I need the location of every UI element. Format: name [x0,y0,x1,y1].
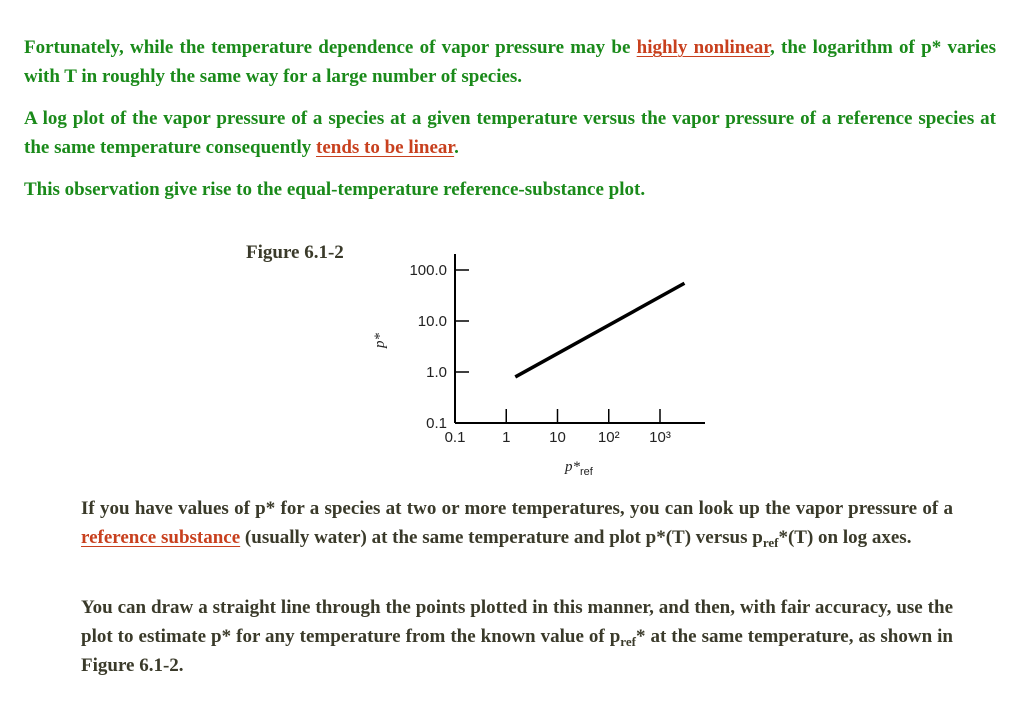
chart-ticks [409,262,670,446]
y-tick-label: 0.1 [426,415,447,432]
series-line [515,283,684,377]
y-tick-label: 100.0 [409,262,447,279]
paragraph-log-plot [24,104,996,162]
p5-text-after: * at the same temperature, as shown in Figure 6.1-2. [81,626,953,676]
y-tick-label: 1.0 [426,364,447,381]
p4-text-middle: (usually water) at the same temperature and plot p*(T) versus p [240,527,763,548]
p1-text-after: , the logarithm of p* varies with T in roughly the same way for a large number of species. [24,37,996,87]
log-log-chart [360,240,720,480]
x-tick-label: 10² [597,429,620,446]
p5-text-before: You can draw a straight line through the points plotted in this manner, and then, with fair accuracy, use the plot to estimate p* for any temperature from the known value of p [81,597,953,647]
p5-subscript-ref: ref [620,634,636,649]
x-tick-label: 0.1 [444,429,466,446]
p1-text-before: Fortunately, while the temperature dependence of vapor pressure may be [24,37,637,58]
p2-text-after: . [454,137,459,158]
link-highly-nonlinear[interactable]: highly nonlinear [636,37,770,58]
figure-caption: Figure 6.1-2 [246,242,344,263]
x-tick-label: 1 [502,429,511,446]
link-reference-substance[interactable]: reference substance [81,527,241,548]
x-tick-label: 10 [549,429,566,446]
x-axis-label-sub: ref [580,466,593,478]
paragraph-intro [24,33,996,91]
link-tends-to-be-linear[interactable]: tends to be linear [316,137,455,158]
paragraph-observation: This observation give rise to the equal-temperature reference-substance plot. [24,179,646,200]
chart-axes [455,254,705,423]
chart-series [515,283,684,377]
paragraph-reference-substance [81,494,953,552]
p4-subscript-ref: ref [762,535,779,550]
y-tick-label: 10.0 [417,313,447,330]
y-axis-label: p* [372,333,388,348]
p4-text-before: If you have values of p* for a species at two or more temperatures, you can look up the vapor pressure of a [81,498,953,519]
x-axis-label: $p*_{ref}$ [565,459,593,478]
x-tick-label: 10³ [649,429,671,446]
p2-text-before: A log plot of the vapor pressure of a species at a given temperature versus the vapor pressure of a reference species at the same temperature consequently [24,108,996,158]
p4-text-after: *(T) on log axes. [778,527,912,548]
paragraph-straight-line [81,593,953,680]
